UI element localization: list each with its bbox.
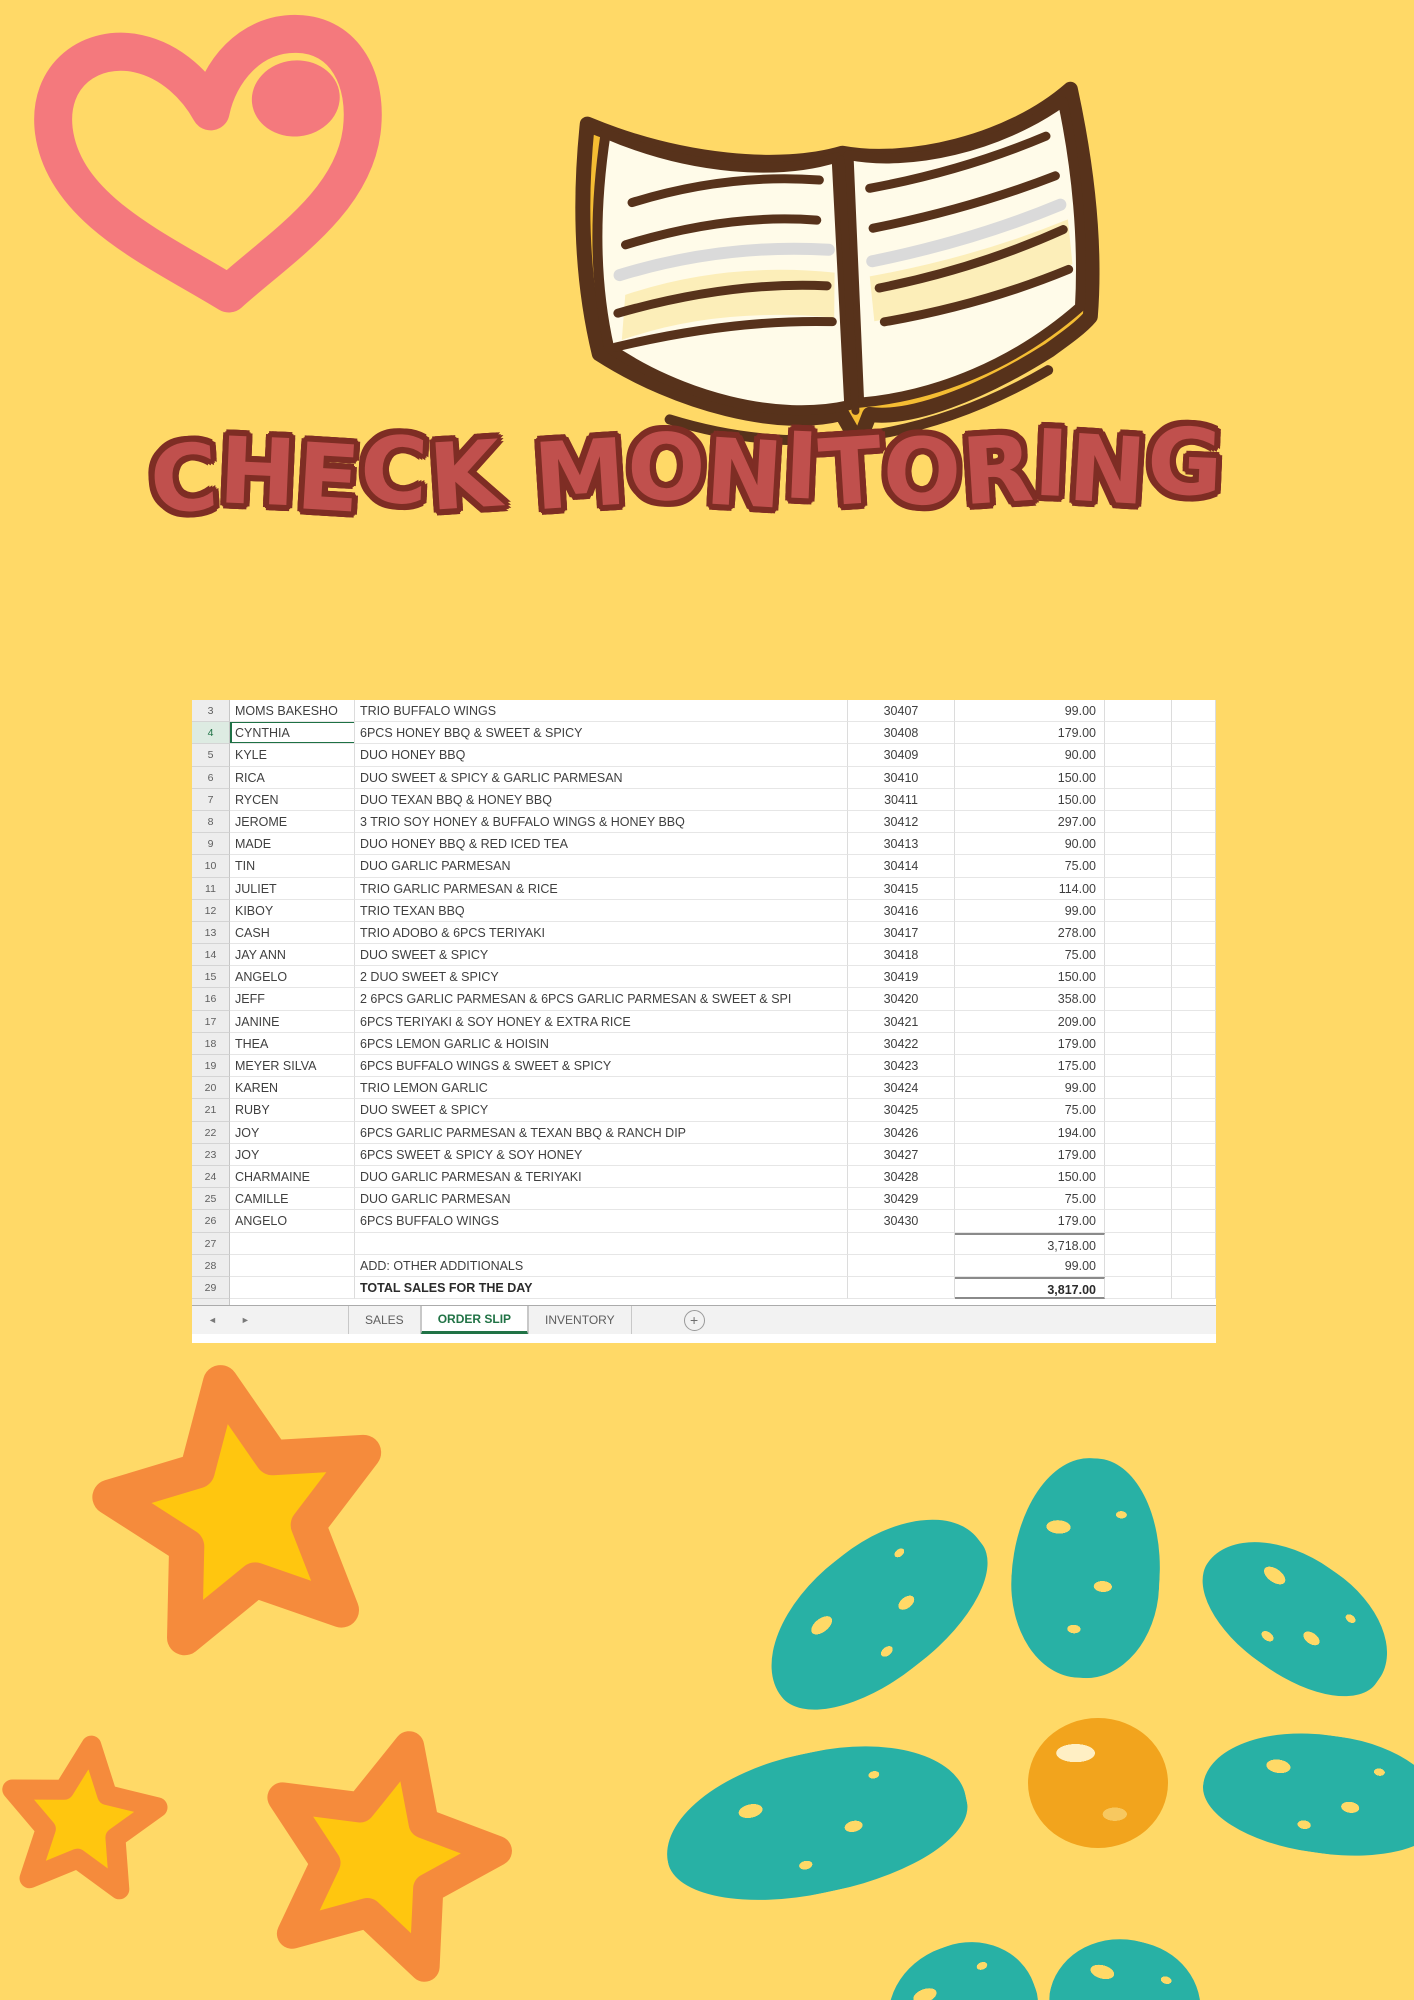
row-number[interactable]: 9	[192, 833, 230, 855]
order-number-cell[interactable]: 30424	[848, 1077, 955, 1099]
star-icon	[0, 1711, 193, 1934]
heart-icon	[4, 0, 411, 344]
empty-cell[interactable]	[1105, 900, 1172, 922]
table-row	[192, 1055, 1216, 1077]
amount-cell[interactable]: 99.00	[955, 1077, 1105, 1099]
empty-cell[interactable]	[1172, 1255, 1216, 1277]
row-number[interactable]: 15	[192, 966, 230, 988]
tab-navigation	[192, 1306, 296, 1334]
order-description-cell[interactable]: DUO HONEY BBQ & RED ICED TEA	[355, 833, 848, 855]
row-number[interactable]: 6	[192, 767, 230, 789]
table-row	[192, 900, 1216, 922]
empty-cell[interactable]	[1172, 767, 1216, 789]
empty-cell[interactable]	[1105, 722, 1172, 744]
empty-cell[interactable]	[1105, 1144, 1172, 1166]
flower-petal	[736, 1483, 1016, 1742]
row-number[interactable]: 5	[192, 744, 230, 766]
add-sheet-icon[interactable]: +	[684, 1310, 705, 1331]
customer-name-cell[interactable]: JOY	[230, 1144, 355, 1166]
order-description-cell[interactable]: TRIO TEXAN BBQ	[355, 900, 848, 922]
additionals-amount-cell[interactable]: 99.00	[955, 1255, 1105, 1277]
amount-cell[interactable]: 150.00	[955, 1166, 1105, 1188]
order-number-cell[interactable]: 30423	[848, 1055, 955, 1077]
order-description-cell[interactable]: DUO GARLIC PARMESAN & TERIYAKI	[355, 1166, 848, 1188]
table-row	[192, 811, 1216, 833]
order-description-cell[interactable]: 6PCS GARLIC PARMESAN & TEXAN BBQ & RANCH DIP	[355, 1122, 848, 1144]
order-description-cell[interactable]: 2 DUO SWEET & SPICY	[355, 966, 848, 988]
order-description-cell[interactable]: 6PCS BUFFALO WINGS	[355, 1210, 848, 1232]
empty-cell[interactable]	[1172, 1122, 1216, 1144]
order-description-cell[interactable]: DUO GARLIC PARMESAN	[355, 1188, 848, 1210]
empty-cell[interactable]	[1172, 988, 1216, 1010]
order-number-cell[interactable]: 30428	[848, 1166, 955, 1188]
row-number[interactable]: 12	[192, 900, 230, 922]
row-number[interactable]: 19	[192, 1055, 230, 1077]
subtotal-row	[192, 1233, 1216, 1255]
customer-name-cell[interactable]: JANINE	[230, 1011, 355, 1033]
empty-cell[interactable]	[1172, 1188, 1216, 1210]
empty-cell[interactable]	[1105, 1099, 1172, 1121]
customer-name-cell[interactable]: CYNTHIA	[230, 722, 355, 744]
empty-cell[interactable]	[1105, 1122, 1172, 1144]
table-row	[192, 1077, 1216, 1099]
empty-cell[interactable]	[1105, 1166, 1172, 1188]
empty-cell[interactable]	[1105, 922, 1172, 944]
spreadsheet-grid	[192, 700, 1216, 1305]
empty-cell[interactable]	[1105, 1188, 1172, 1210]
empty-cell[interactable]	[1105, 988, 1172, 1010]
empty-cell[interactable]	[1105, 1233, 1172, 1255]
customer-name-cell[interactable]: MOMS BAKESHO	[230, 700, 355, 722]
table-row	[192, 789, 1216, 811]
empty-cell[interactable]	[1172, 1077, 1216, 1099]
tab-nav-left-icon[interactable]: ◄	[208, 1315, 217, 1326]
table-row	[192, 878, 1216, 900]
customer-name-cell[interactable]: RICA	[230, 767, 355, 789]
order-description-cell[interactable]: DUO TEXAN BBQ & HONEY BBQ	[355, 789, 848, 811]
row-number[interactable]: 21	[192, 1099, 230, 1121]
row-number[interactable]: 14	[192, 944, 230, 966]
empty-cell[interactable]	[1172, 1144, 1216, 1166]
empty-cell[interactable]	[1105, 878, 1172, 900]
order-number-cell[interactable]: 30430	[848, 1210, 955, 1232]
order-number-cell[interactable]: 30429	[848, 1188, 955, 1210]
empty-cell[interactable]	[1172, 700, 1216, 722]
empty-cell[interactable]	[230, 1233, 355, 1255]
table-row	[192, 1166, 1216, 1188]
amount-cell[interactable]: 278.00	[955, 922, 1105, 944]
flower-petal	[652, 1723, 979, 1923]
empty-cell[interactable]	[230, 1277, 355, 1299]
amount-cell[interactable]: 75.00	[955, 1188, 1105, 1210]
empty-cell[interactable]	[848, 1255, 955, 1277]
empty-cell[interactable]	[1172, 1277, 1216, 1299]
order-description-cell[interactable]: DUO SWEET & SPICY	[355, 944, 848, 966]
order-description-cell[interactable]: TRIO GARLIC PARMESAN & RICE	[355, 878, 848, 900]
amount-cell[interactable]: 358.00	[955, 988, 1105, 1010]
amount-cell[interactable]: 90.00	[955, 833, 1105, 855]
empty-cell[interactable]	[1105, 944, 1172, 966]
row-number[interactable]: 20	[192, 1077, 230, 1099]
order-number-cell[interactable]: 30420	[848, 988, 955, 1010]
row-number[interactable]: 22	[192, 1122, 230, 1144]
subtotal-amount-cell[interactable]: 3,718.00	[955, 1233, 1105, 1255]
order-number-cell[interactable]: 30410	[848, 767, 955, 789]
customer-name-cell[interactable]: JEFF	[230, 988, 355, 1010]
flower-petal	[1006, 1454, 1165, 1681]
order-number-cell[interactable]: 30418	[848, 944, 955, 966]
flower-center	[1028, 1718, 1168, 1848]
empty-cell[interactable]	[848, 1277, 955, 1299]
empty-cell[interactable]	[1172, 1233, 1216, 1255]
table-row	[192, 1210, 1216, 1232]
empty-cell[interactable]	[1105, 855, 1172, 877]
order-description-cell[interactable]: 2 6PCS GARLIC PARMESAN & 6PCS GARLIC PARMESAN & SWEET & SPI	[355, 988, 848, 1010]
empty-cell[interactable]	[1105, 767, 1172, 789]
empty-cell[interactable]	[1105, 789, 1172, 811]
row-number[interactable]: 10	[192, 855, 230, 877]
order-description-cell[interactable]: TRIO ADOBO & 6PCS TERIYAKI	[355, 922, 848, 944]
amount-cell[interactable]: 114.00	[955, 878, 1105, 900]
amount-cell[interactable]: 150.00	[955, 789, 1105, 811]
customer-name-cell[interactable]: MEYER SILVA	[230, 1055, 355, 1077]
amount-cell[interactable]: 175.00	[955, 1055, 1105, 1077]
order-description-cell[interactable]: TRIO BUFFALO WINGS	[355, 700, 848, 722]
additionals-row	[192, 1255, 1216, 1277]
tab-inventory[interactable]: INVENTORY	[528, 1306, 632, 1334]
empty-cell[interactable]	[1172, 811, 1216, 833]
empty-cell[interactable]	[1172, 744, 1216, 766]
star-icon	[198, 1676, 564, 2000]
empty-cell[interactable]	[1105, 1077, 1172, 1099]
order-number-cell[interactable]: 30408	[848, 722, 955, 744]
empty-cell[interactable]	[1105, 744, 1172, 766]
order-number-cell[interactable]: 30422	[848, 1033, 955, 1055]
amount-cell[interactable]: 209.00	[955, 1011, 1105, 1033]
partial-row	[192, 1299, 1216, 1305]
star-icon	[40, 1312, 448, 1720]
tab-order-slip[interactable]: ORDER SLIP	[421, 1306, 528, 1334]
row-number[interactable]: 28	[192, 1255, 230, 1277]
customer-name-cell[interactable]: KIBOY	[230, 900, 355, 922]
order-number-cell[interactable]: 30409	[848, 744, 955, 766]
table-row	[192, 988, 1216, 1010]
row-number[interactable]: 29	[192, 1277, 230, 1299]
customer-name-cell[interactable]: KAREN	[230, 1077, 355, 1099]
amount-cell[interactable]: 99.00	[955, 900, 1105, 922]
table-row	[192, 833, 1216, 855]
empty-cell[interactable]	[1172, 922, 1216, 944]
order-description-cell[interactable]: 6PCS HONEY BBQ & SWEET & SPICY	[355, 722, 848, 744]
sheet-tabs	[348, 1306, 632, 1334]
page-title: CHECK MONITORING	[146, 407, 1227, 535]
empty-cell[interactable]	[355, 1233, 848, 1255]
customer-name-cell[interactable]: CASH	[230, 922, 355, 944]
customer-name-cell[interactable]: JULIET	[230, 878, 355, 900]
row-number[interactable]: 27	[192, 1233, 230, 1255]
empty-cell[interactable]	[1105, 1210, 1172, 1232]
table-row	[192, 722, 1216, 744]
order-description-cell[interactable]: DUO SWEET & SPICY	[355, 1099, 848, 1121]
empty-cell[interactable]	[1105, 1277, 1172, 1299]
customer-name-cell[interactable]: CHARMAINE	[230, 1166, 355, 1188]
amount-cell[interactable]: 75.00	[955, 1099, 1105, 1121]
order-description-cell[interactable]: 3 TRIO SOY HONEY & BUFFALO WINGS & HONEY BBQ	[355, 811, 848, 833]
flower-petal	[1037, 1922, 1215, 2000]
customer-name-cell[interactable]: KYLE	[230, 744, 355, 766]
order-description-cell[interactable]: 6PCS SWEET & SPICY & SOY HONEY	[355, 1144, 848, 1166]
order-description-cell[interactable]: 6PCS LEMON GARLIC & HOISIN	[355, 1033, 848, 1055]
row-number[interactable]: 26	[192, 1210, 230, 1232]
empty-cell[interactable]	[1172, 1166, 1216, 1188]
order-number-cell[interactable]: 30411	[848, 789, 955, 811]
table-row	[192, 767, 1216, 789]
amount-cell[interactable]: 75.00	[955, 944, 1105, 966]
table-row	[192, 1122, 1216, 1144]
empty-cell[interactable]	[1172, 1011, 1216, 1033]
empty-cell[interactable]	[1172, 855, 1216, 877]
table-row	[192, 966, 1216, 988]
amount-cell[interactable]: 90.00	[955, 744, 1105, 766]
empty-cell[interactable]	[1105, 833, 1172, 855]
amount-cell[interactable]: 179.00	[955, 722, 1105, 744]
order-number-cell[interactable]: 30416	[848, 900, 955, 922]
empty-cell[interactable]	[1105, 700, 1172, 722]
empty-cell[interactable]	[848, 1233, 955, 1255]
customer-name-cell[interactable]: RYCEN	[230, 789, 355, 811]
flower-petal	[1196, 1719, 1414, 1869]
table-row	[192, 744, 1216, 766]
amount-cell[interactable]: 179.00	[955, 1210, 1105, 1232]
empty-cell[interactable]	[1172, 1099, 1216, 1121]
amount-cell[interactable]: 194.00	[955, 1122, 1105, 1144]
customer-name-cell[interactable]: RUBY	[230, 1099, 355, 1121]
row-number[interactable]: 25	[192, 1188, 230, 1210]
table-row	[192, 700, 1216, 722]
row-number[interactable]: 24	[192, 1166, 230, 1188]
empty-cell[interactable]	[1172, 1033, 1216, 1055]
order-description-cell[interactable]: 6PCS BUFFALO WINGS & SWEET & SPICY	[355, 1055, 848, 1077]
empty-cell[interactable]	[1105, 1055, 1172, 1077]
amount-cell[interactable]: 297.00	[955, 811, 1105, 833]
row-number[interactable]: 4	[192, 722, 230, 744]
table-row	[192, 1033, 1216, 1055]
table-row	[192, 1188, 1216, 1210]
amount-cell[interactable]: 75.00	[955, 855, 1105, 877]
row-number[interactable]: 13	[192, 922, 230, 944]
empty-cell[interactable]	[1105, 1255, 1172, 1277]
empty-cell[interactable]	[1105, 811, 1172, 833]
tab-nav-right-icon[interactable]: ►	[240, 1315, 250, 1326]
empty-cell[interactable]	[1172, 944, 1216, 966]
row-number[interactable]: 18	[192, 1033, 230, 1055]
customer-name-cell[interactable]: JEROME	[230, 811, 355, 833]
customer-name-cell[interactable]: ANGELO	[230, 966, 355, 988]
customer-name-cell[interactable]: JAY ANN	[230, 944, 355, 966]
row-number[interactable]: 3	[192, 700, 230, 722]
order-number-cell[interactable]: 30419	[848, 966, 955, 988]
row-number[interactable]: 8	[192, 811, 230, 833]
empty-cell[interactable]	[1172, 789, 1216, 811]
amount-cell[interactable]: 99.00	[955, 700, 1105, 722]
flower-petal	[869, 1923, 1054, 2000]
empty-cell[interactable]	[1105, 1011, 1172, 1033]
flower-petal	[1178, 1509, 1414, 1724]
empty-cell[interactable]	[1105, 966, 1172, 988]
amount-cell[interactable]: 150.00	[955, 767, 1105, 789]
order-number-cell[interactable]: 30414	[848, 855, 955, 877]
order-number-cell[interactable]: 30425	[848, 1099, 955, 1121]
table-row	[192, 1144, 1216, 1166]
empty-cell[interactable]	[1172, 722, 1216, 744]
order-number-cell[interactable]: 30427	[848, 1144, 955, 1166]
order-number-cell[interactable]: 30421	[848, 1011, 955, 1033]
order-number-cell[interactable]: 30413	[848, 833, 955, 855]
row-number[interactable]: 7	[192, 789, 230, 811]
table-row	[192, 944, 1216, 966]
order-number-cell[interactable]: 30417	[848, 922, 955, 944]
empty-cell[interactable]	[1105, 1033, 1172, 1055]
customer-name-cell[interactable]: CAMILLE	[230, 1188, 355, 1210]
customer-name-cell[interactable]: JOY	[230, 1122, 355, 1144]
order-number-cell[interactable]: 30426	[848, 1122, 955, 1144]
total-amount-cell[interactable]: 3,817.00	[955, 1277, 1105, 1299]
order-description-cell[interactable]: TRIO LEMON GARLIC	[355, 1077, 848, 1099]
tab-sales[interactable]: SALES	[348, 1306, 421, 1334]
empty-cell[interactable]	[1172, 900, 1216, 922]
row-number[interactable]: 23	[192, 1144, 230, 1166]
table-row	[192, 855, 1216, 877]
order-number-cell[interactable]: 30407	[848, 700, 955, 722]
amount-cell[interactable]: 179.00	[955, 1033, 1105, 1055]
empty-cell[interactable]	[1172, 1055, 1216, 1077]
order-description-cell[interactable]: DUO HONEY BBQ	[355, 744, 848, 766]
customer-name-cell[interactable]: THEA	[230, 1033, 355, 1055]
row-number[interactable]: 16	[192, 988, 230, 1010]
empty-cell[interactable]	[1172, 833, 1216, 855]
empty-cell[interactable]	[230, 1255, 355, 1277]
additionals-label-cell[interactable]: ADD: OTHER ADDITIONALS	[355, 1255, 848, 1277]
total-row	[192, 1277, 1216, 1299]
spreadsheet	[192, 700, 1216, 1343]
empty-cell[interactable]	[1172, 966, 1216, 988]
amount-cell[interactable]: 150.00	[955, 966, 1105, 988]
order-description-cell[interactable]: DUO GARLIC PARMESAN	[355, 855, 848, 877]
total-label-cell[interactable]: TOTAL SALES FOR THE DAY	[355, 1277, 848, 1299]
order-number-cell[interactable]: 30412	[848, 811, 955, 833]
order-number-cell[interactable]: 30415	[848, 878, 955, 900]
order-description-cell[interactable]: 6PCS TERIYAKI & SOY HONEY & EXTRA RICE	[355, 1011, 848, 1033]
table-row	[192, 1099, 1216, 1121]
customer-name-cell[interactable]: ANGELO	[230, 1210, 355, 1232]
amount-cell[interactable]: 179.00	[955, 1144, 1105, 1166]
customer-name-cell[interactable]: MADE	[230, 833, 355, 855]
sheet-bottom-strip	[192, 1334, 1216, 1342]
sheet-tab-bar	[192, 1305, 1216, 1334]
customer-name-cell[interactable]: TIN	[230, 855, 355, 877]
empty-cell[interactable]	[1172, 1210, 1216, 1232]
row-number[interactable]: 11	[192, 878, 230, 900]
row-number[interactable]: 17	[192, 1011, 230, 1033]
empty-cell[interactable]	[1172, 878, 1216, 900]
table-row	[192, 1011, 1216, 1033]
table-row	[192, 922, 1216, 944]
order-description-cell[interactable]: DUO SWEET & SPICY & GARLIC PARMESAN	[355, 767, 848, 789]
